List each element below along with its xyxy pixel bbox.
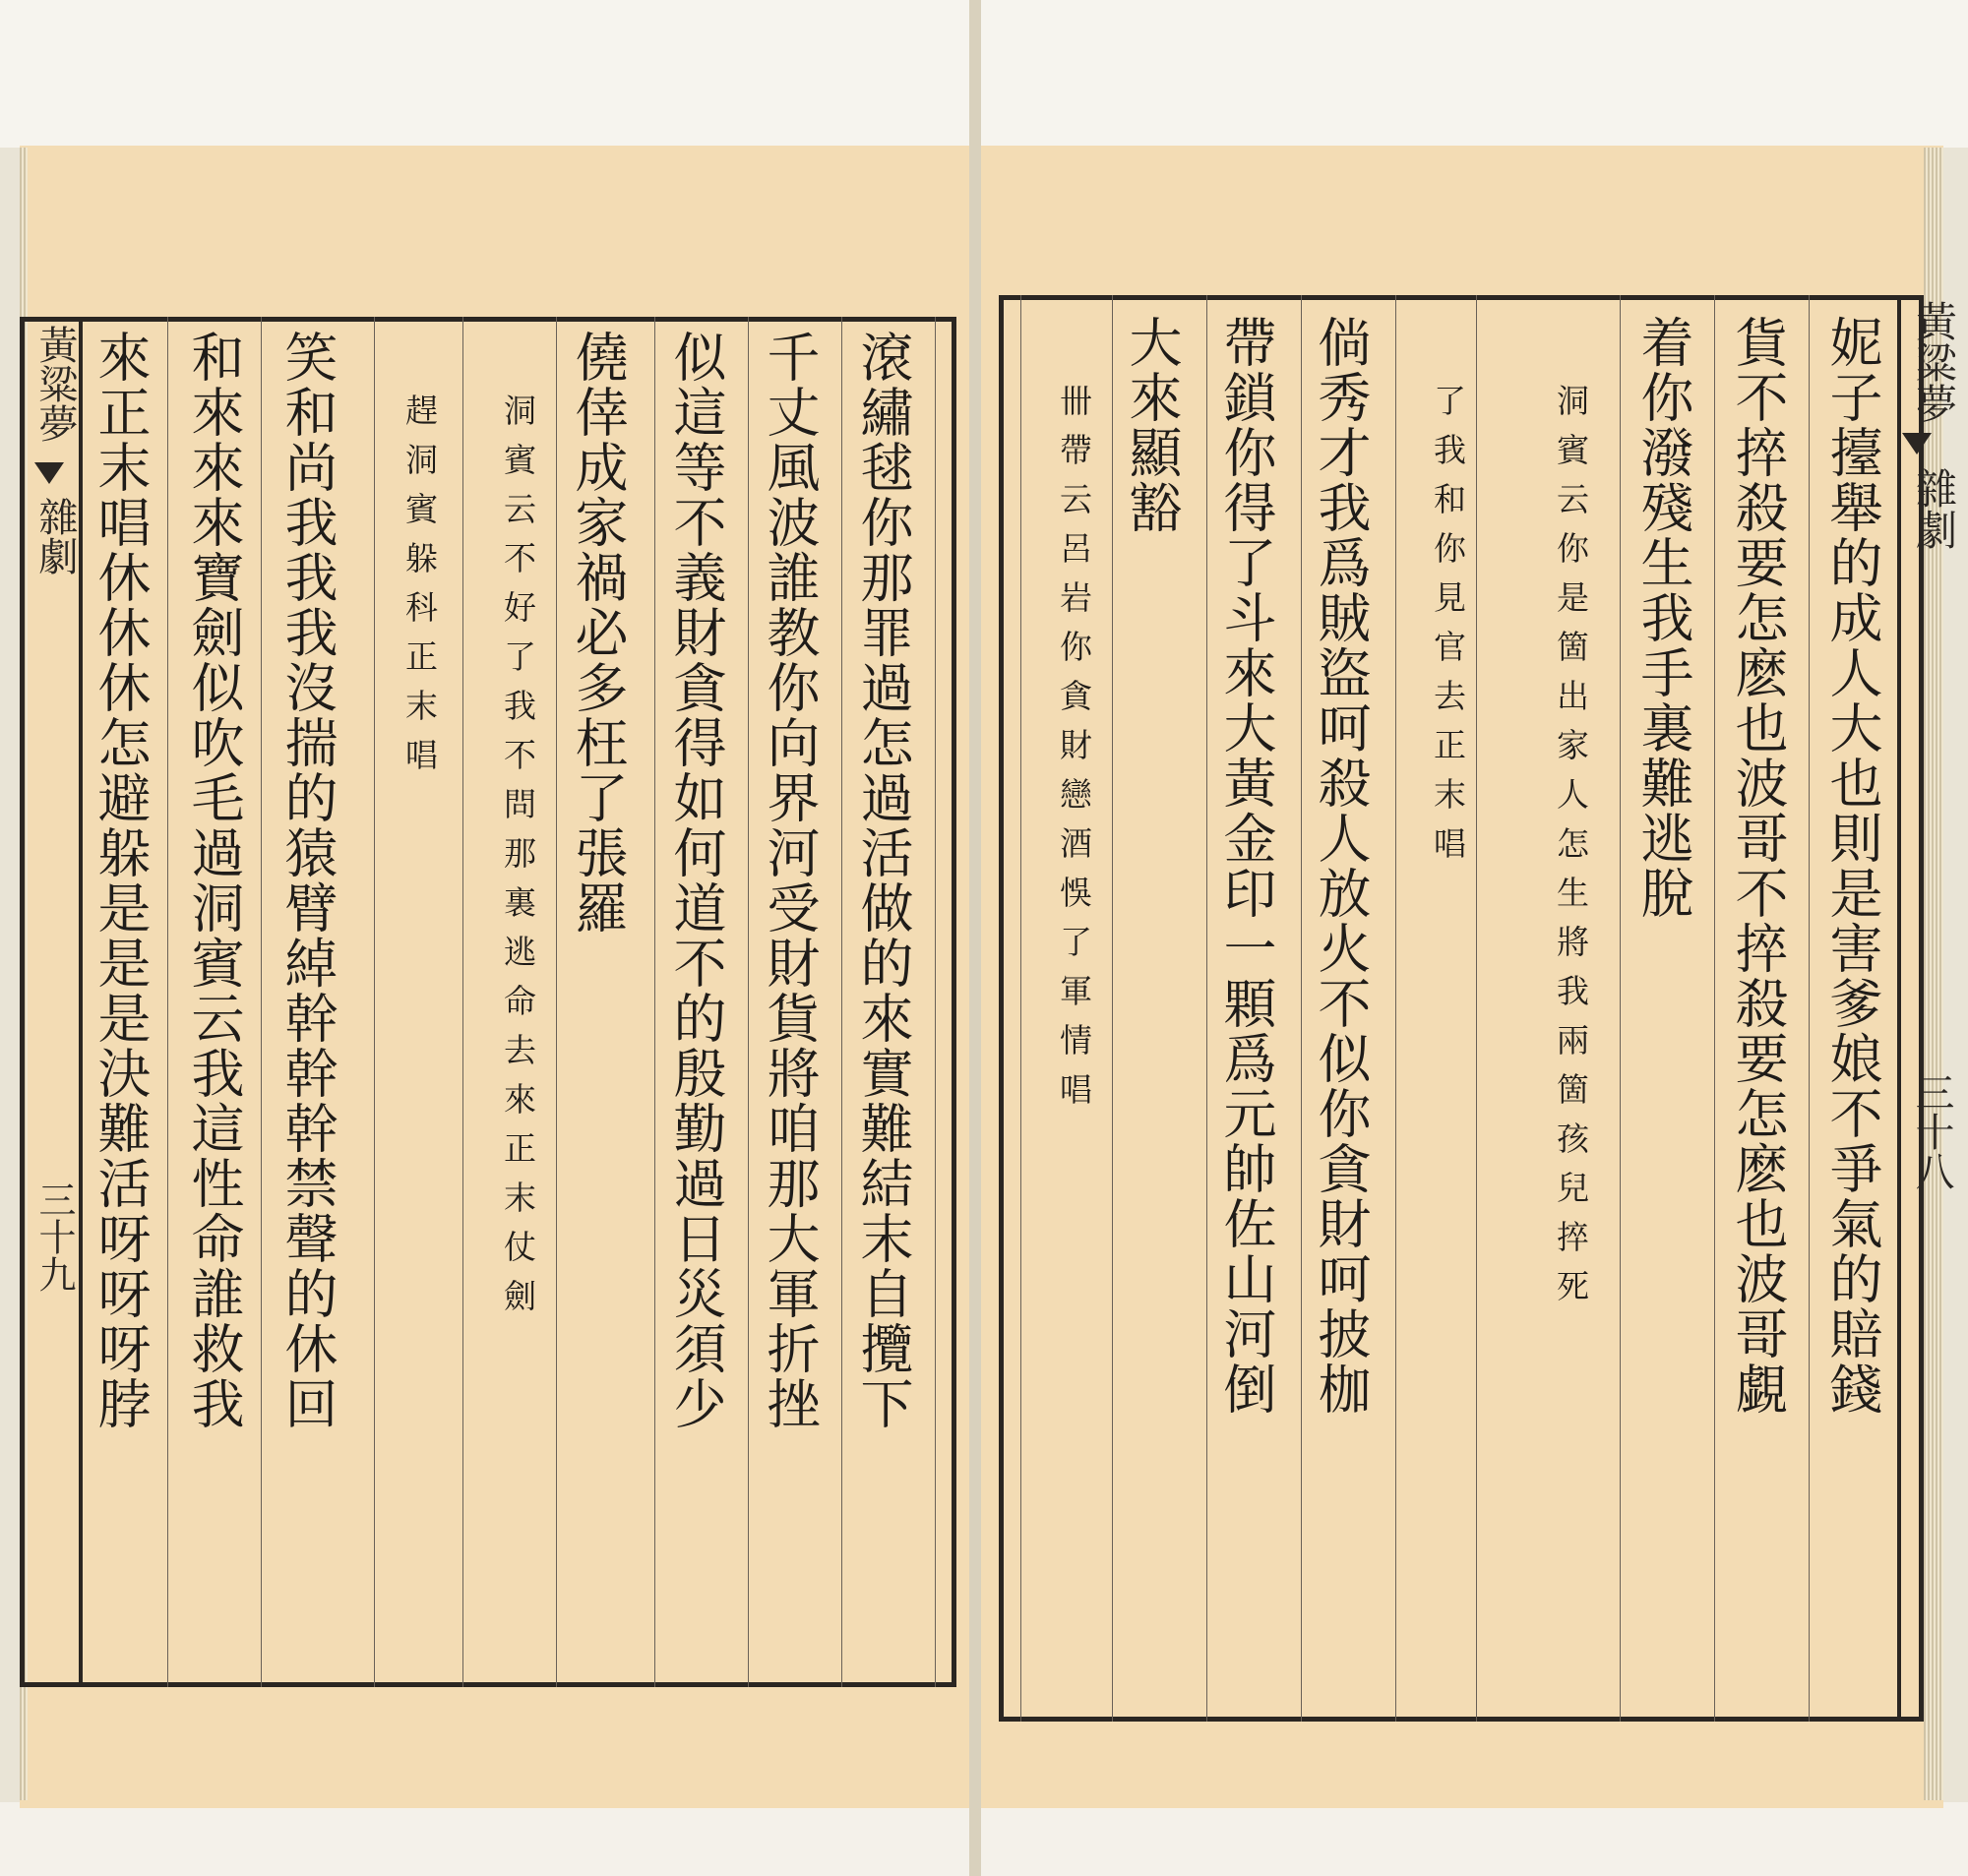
right-margin-page-number: 三十八	[1909, 1072, 1954, 1190]
right-margin-genre: 雜劇	[1910, 467, 1958, 550]
stage-direction-column: 卌帶云呂岩你貪財戀酒悞了軍情唱	[1055, 384, 1093, 1121]
right-col-rule	[1476, 295, 1477, 1722]
right-col-rule	[1301, 295, 1302, 1722]
left-col-rule	[462, 317, 463, 1687]
right-col-rule	[1714, 295, 1715, 1722]
right-col-rule	[1809, 295, 1810, 1722]
stage-direction-column: 洞賓云你是箇出家人怎生將我兩箇孩兒捽死	[1552, 384, 1590, 1318]
text-column: 帶鎖你得了斗來大黃金印一顆爲元帥佐山河倒	[1215, 315, 1277, 1417]
sheet-top-right	[981, 0, 1968, 148]
text-column: 和來來來寶劍似吹毛過洞賓云我這性命誰救我	[183, 330, 245, 1431]
right-col-rule	[1112, 295, 1113, 1722]
text-column: 貨不捽殺要怎麽也波哥不捽殺要怎麽也波哥覷	[1727, 315, 1789, 1417]
left-col-rule	[654, 317, 655, 1687]
left-col-rule	[556, 317, 557, 1687]
stage-direction-column: 趕洞賓躲科正末唱	[400, 393, 439, 787]
text-column: 僥倖成家禍必多枉了張羅	[567, 330, 629, 936]
left-margin-genre: 雜劇	[32, 497, 78, 575]
right-col-rule	[1620, 295, 1621, 1722]
right-margin-title: 黃粱夢	[1910, 300, 1958, 424]
book-gutter	[969, 0, 981, 1876]
right-col-rule	[1206, 295, 1207, 1722]
left-margin-title: 黃粱夢	[32, 325, 78, 443]
text-column: 大來顯豁	[1121, 315, 1183, 535]
left-col-rule	[167, 317, 168, 1687]
text-column: 似這等不義財貪得如何道不的殷勤過日災須少	[665, 330, 727, 1431]
right-page-center-rule	[1897, 295, 1901, 1722]
sheet-bottom-left	[0, 1802, 969, 1876]
right-page-inner-rule	[1020, 295, 1021, 1722]
stage-direction-column: 了我和你見官去正末唱	[1429, 384, 1467, 876]
left-col-rule	[261, 317, 262, 1687]
text-column: 着你潑殘生我手裏難逃脫	[1632, 315, 1694, 921]
stage-direction-column: 洞賓云不好了我不問那裏逃命去來正末仗劍	[499, 393, 537, 1328]
right-col-rule	[1395, 295, 1396, 1722]
left-page-inner-rule	[935, 317, 936, 1687]
text-column: 來正末唱休休休怎避躲是是是決難活呀呀呀脖	[90, 330, 152, 1431]
left-margin-page-number: 三十九	[32, 1180, 76, 1293]
text-column: 千丈風波誰教你向界河受財貨將咱那大軍折挫	[759, 330, 821, 1431]
left-col-rule	[841, 317, 842, 1687]
text-column: 滾繡毬你那罪過怎過活做的來實難結末自攬下	[852, 330, 914, 1431]
text-column: 妮子擡舉的成人大也則是害爹娘不爭氣的賠錢	[1821, 315, 1883, 1417]
text-column: 笑和尚我我我沒揣的猿臂綽幹幹幹禁聲的休回	[277, 330, 338, 1431]
text-column: 倘秀才我爲賊盜呵殺人放火不似你貪財呵披枷	[1310, 315, 1372, 1417]
sheet-top-left	[0, 0, 969, 148]
left-col-rule	[748, 317, 749, 1687]
left-col-rule	[374, 317, 375, 1687]
sheet-bottom-right	[981, 1802, 1968, 1876]
